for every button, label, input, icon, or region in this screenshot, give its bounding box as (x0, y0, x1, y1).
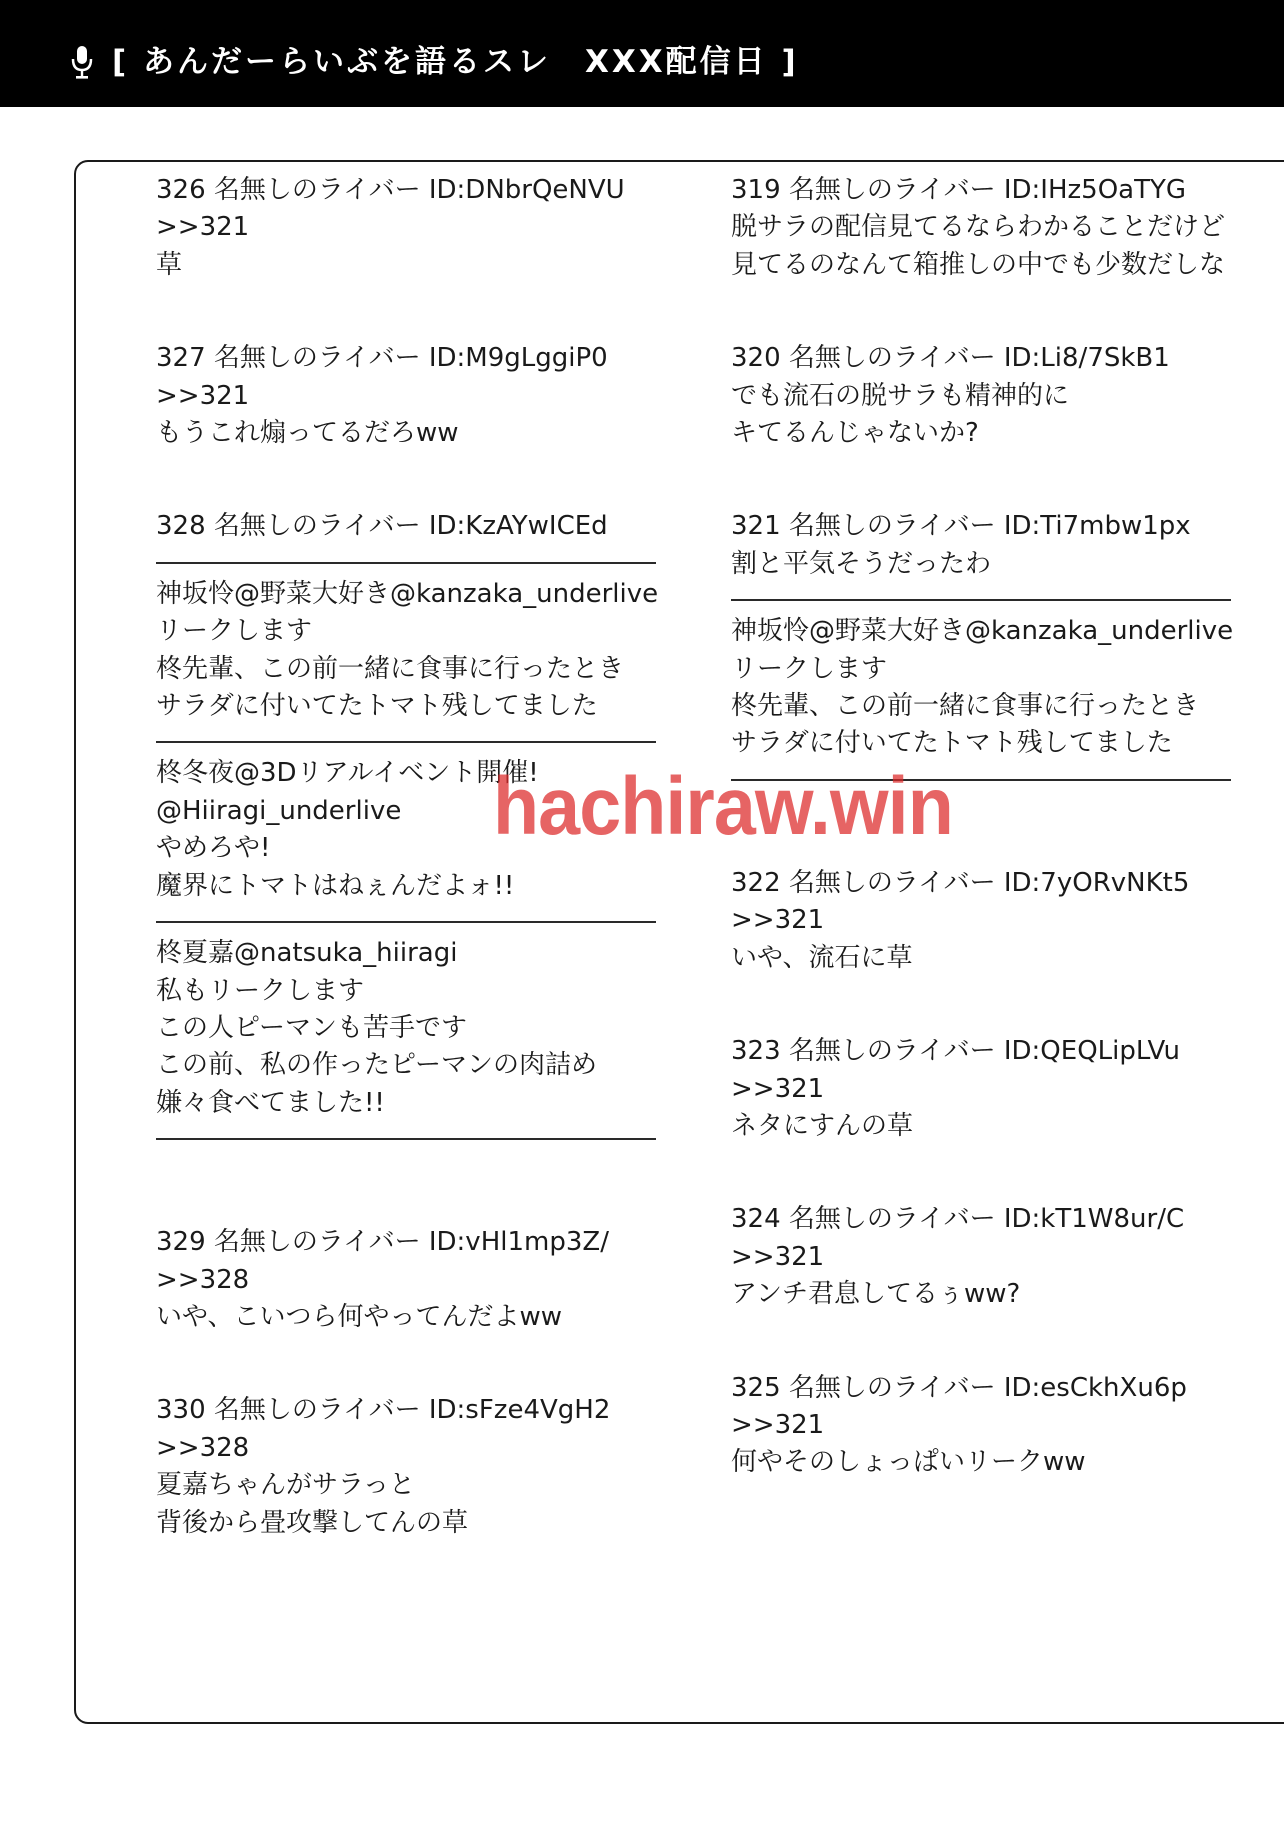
tweet-line: やめろや! (156, 833, 271, 864)
tweet-line: 柊冬夜@3Dリアルイベント開催! (156, 758, 539, 789)
post-body: アンチ君息してるぅww? (731, 1279, 1021, 1310)
tweet-line: サラダに付いてたトマト残してました (156, 691, 598, 722)
post-body: 何やそのしょっぱいリークww (731, 1447, 1086, 1478)
post-326 (156, 172, 656, 284)
post-header: 330 名無しのライバー ID:sFze4VgH2 (156, 1395, 611, 1426)
post-body: 割と平気そうだったわ (731, 548, 992, 579)
tweet-line: サラダに付いてたトマト残してました (731, 728, 1173, 759)
post-header: 324 名無しのライバー ID:kT1W8ur/C (731, 1204, 1185, 1235)
post-322 (731, 865, 1231, 977)
post-header: 325 名無しのライバー ID:esCkhXu6p (731, 1372, 1187, 1403)
tweet-line: この前、私の作ったピーマンの肉詰め (156, 1050, 597, 1081)
tweet-line: 柊先輩、この前一緒に食事に行ったとき (731, 691, 1200, 722)
watermark-text: hachiraw.win (493, 761, 953, 852)
post-header: 319 名無しのライバー ID:IHz5OaTYG (731, 175, 1187, 205)
tweet-line: 魔界にトマトはねぇんだよォ!! (156, 870, 515, 901)
tweet-line: リークします (731, 653, 888, 684)
post-321 (731, 508, 1234, 780)
post-329 (156, 1224, 656, 1336)
tweet-line: 私もリークします (156, 975, 365, 1006)
post-body: でも流石の脱サラも精神的に (731, 380, 1070, 411)
tweet-line: 嫌々食べてました!! (156, 1087, 385, 1118)
embedded-tweet (156, 562, 659, 744)
reply-anchor: >>321 (731, 1409, 825, 1440)
post-header: 327 名無しのライバー ID:M9gLggiP0 (156, 343, 608, 374)
reply-anchor: >>328 (156, 1432, 250, 1463)
post-body: 夏嘉ちゃんがサラっと (156, 1470, 415, 1501)
post-body: 背後から畳攻撃してんの草 (156, 1507, 469, 1538)
tweet-line: この人ピーマンも苦手です (156, 1012, 467, 1043)
page-header (0, 0, 1284, 107)
post-body: 見てるのなんて箱推しの中でも少数だしな (731, 249, 1226, 280)
post-header: 322 名無しのライバー ID:7yORvNKt5 (731, 867, 1190, 898)
tweet-line: @Hiiragi_underlive (156, 795, 402, 826)
post-body: 草 (156, 249, 183, 280)
tweet-line: 神坂怜@野菜大好き@kanzaka_underlive (156, 578, 659, 609)
post-327 (156, 340, 656, 452)
post-330 (156, 1392, 656, 1542)
reply-anchor: >>321 (731, 1241, 825, 1272)
microphone-icon (71, 46, 93, 80)
post-325 (731, 1370, 1231, 1482)
post-header: 326 名無しのライバー ID:DNbrQeNVU (156, 175, 625, 205)
tweet-line: 神坂怜@野菜大好き@kanzaka_underlive (731, 616, 1234, 647)
post-body: 脱サラの配信見てるならわかることだけど (731, 212, 1226, 243)
post-body: いや、こいつら何やってんだよww (156, 1301, 563, 1332)
left-column (156, 172, 659, 1542)
reply-anchor: >>321 (156, 380, 250, 411)
thread-title: [ あんだーらいぶを語るスレ XXX配信日 ] (112, 44, 799, 80)
post-header: 320 名無しのライバー ID:Li8/7SkB1 (731, 343, 1170, 374)
tweet-line: 柊先輩、この前一緒に食事に行ったとき (156, 653, 625, 684)
post-body: キてるんじゃないか? (731, 418, 979, 449)
post-319 (731, 172, 1231, 284)
reply-anchor: >>321 (731, 905, 825, 936)
reply-anchor: >>321 (156, 212, 250, 243)
post-body: もうこれ煽ってるだろww (156, 418, 459, 449)
post-320 (731, 340, 1231, 452)
post-header: 328 名無しのライバー ID:KzAYwICEd (156, 511, 608, 542)
reply-anchor: >>321 (731, 1073, 825, 1104)
post-header: 321 名無しのライバー ID:Ti7mbw1px (731, 511, 1191, 542)
post-323 (731, 1033, 1231, 1145)
post-body: いや、流石に草 (731, 942, 913, 973)
post-header: 329 名無しのライバー ID:vHl1mp3Z/ (156, 1227, 609, 1258)
post-body: ネタにすんの草 (731, 1110, 914, 1141)
embedded-tweet (156, 923, 656, 1140)
post-header: 323 名無しのライバー ID:QEQLipLVu (731, 1036, 1181, 1067)
tweet-line: リークします (156, 616, 313, 647)
post-324 (731, 1201, 1231, 1313)
tweet-line: 柊夏嘉@natsuka_hiiragi (156, 938, 458, 969)
embedded-tweet (731, 599, 1234, 781)
reply-anchor: >>328 (156, 1264, 250, 1295)
